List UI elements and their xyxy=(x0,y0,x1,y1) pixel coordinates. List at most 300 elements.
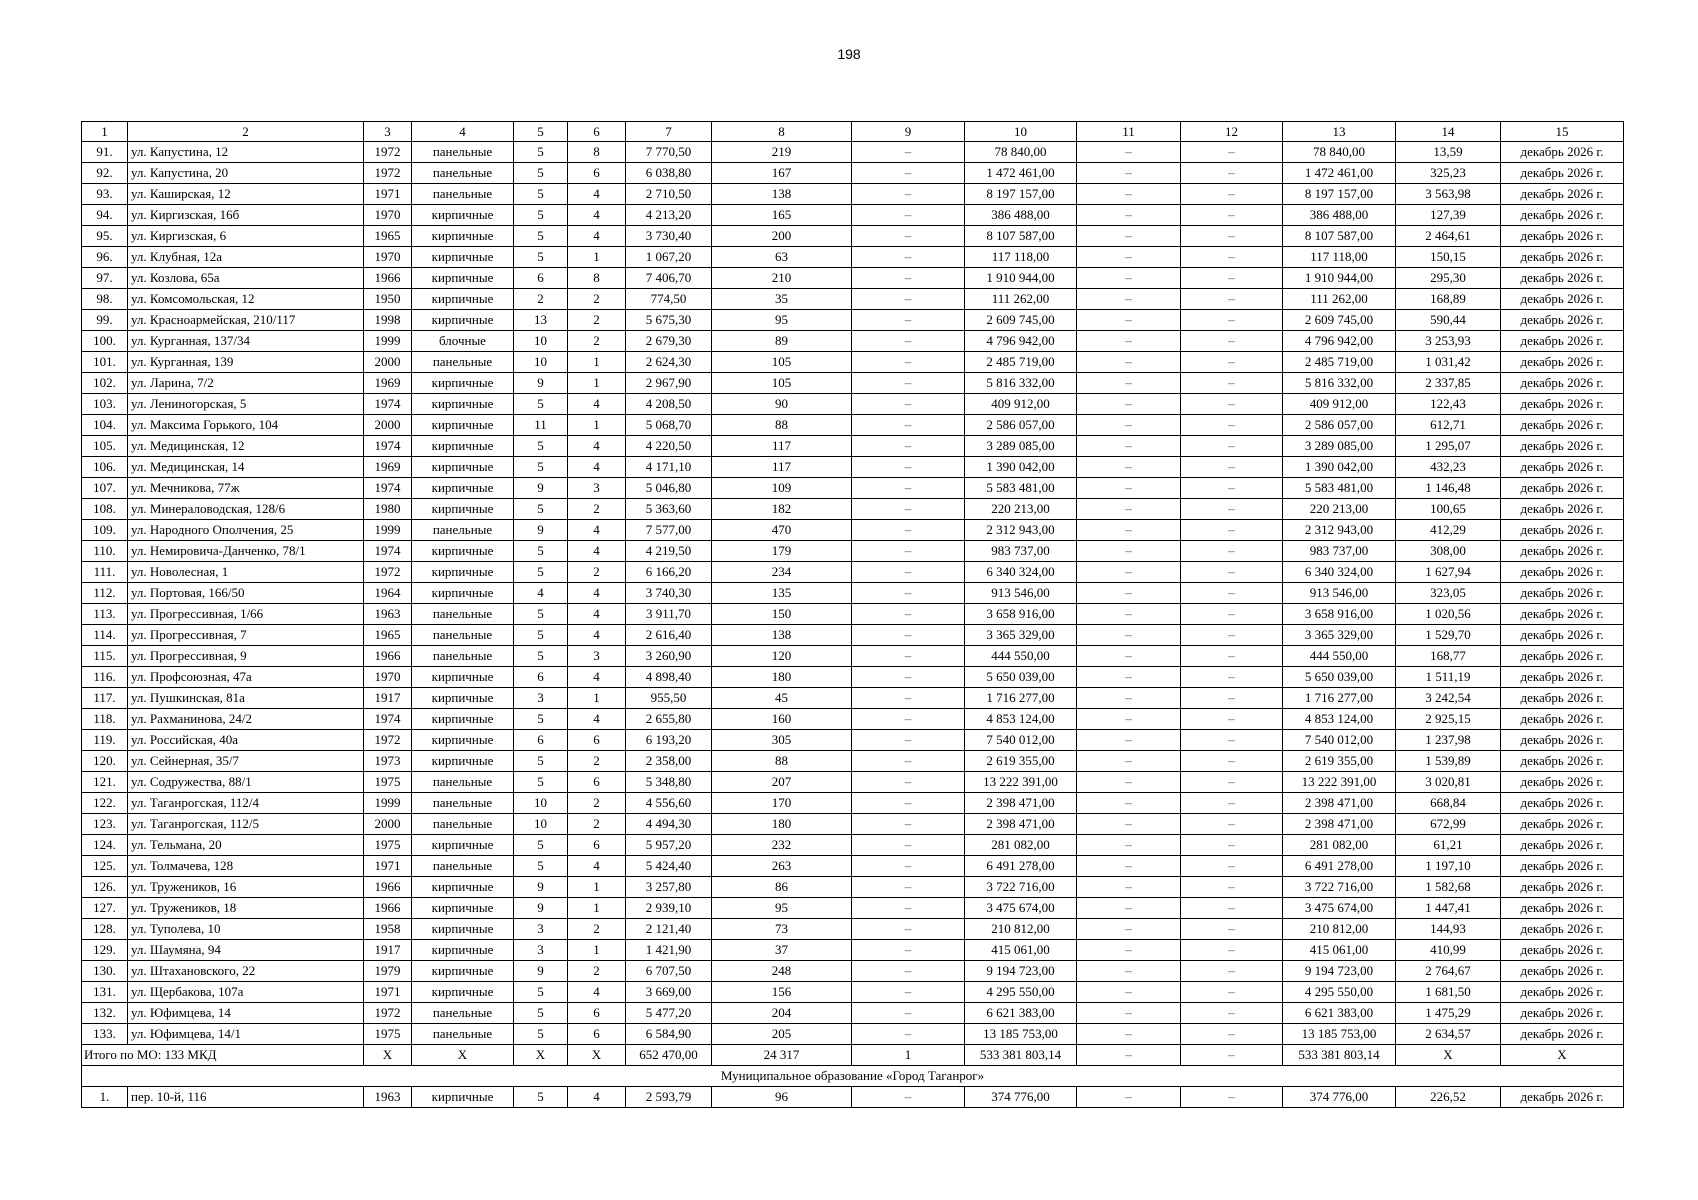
table-cell-col-1: 103. xyxy=(82,394,128,415)
table-cell-col-8: 156 xyxy=(712,982,852,1003)
table-cell-col-6: 2 xyxy=(568,289,626,310)
table-cell-col-8: 204 xyxy=(712,1003,852,1024)
table-cell-col-15: декабрь 2026 г. xyxy=(1501,646,1624,667)
table-cell-col-2: ул. Российская, 40а xyxy=(128,730,364,751)
table-cell-col-7: 5 046,80 xyxy=(626,478,712,499)
table-cell-col-8: 117 xyxy=(712,436,852,457)
table-cell-col-11: – xyxy=(1077,625,1181,646)
table-cell-col-2: ул. Мечникова, 77ж xyxy=(128,478,364,499)
table-cell-col-14: 168,77 xyxy=(1396,646,1501,667)
table-cell-col-3: 1999 xyxy=(364,793,412,814)
table-cell-col-10: 13 222 391,00 xyxy=(965,772,1077,793)
table-cell-col-9: – xyxy=(852,541,965,562)
table-cell-col-10: 281 082,00 xyxy=(965,835,1077,856)
table-cell-col-4: кирпичные xyxy=(412,877,514,898)
table-cell-col-3: 1917 xyxy=(364,688,412,709)
table-cell-col-3: 2000 xyxy=(364,415,412,436)
table-cell-col-5: 9 xyxy=(514,373,568,394)
table-cell-col-14: 410,99 xyxy=(1396,940,1501,961)
table-cell-col-5: 9 xyxy=(514,898,568,919)
table-cell-col-14: 122,43 xyxy=(1396,394,1501,415)
table-cell-col-8: 63 xyxy=(712,247,852,268)
table-cell-col-12: – xyxy=(1181,184,1283,205)
table-row xyxy=(82,751,1624,772)
table-cell-col-2: ул. Пушкинская, 81а xyxy=(128,688,364,709)
table-cell-col-8: 180 xyxy=(712,814,852,835)
table-cell-col-15: декабрь 2026 г. xyxy=(1501,814,1624,835)
table-cell-col-10: 2 398 471,00 xyxy=(965,814,1077,835)
table-cell-col-7: 2 710,50 xyxy=(626,184,712,205)
table-row xyxy=(82,961,1624,982)
table-row xyxy=(82,394,1624,415)
table-cell-col-4: кирпичные xyxy=(412,499,514,520)
table-cell-col-15: декабрь 2026 г. xyxy=(1501,457,1624,478)
table-cell-col-12: – xyxy=(1181,142,1283,163)
table-row xyxy=(82,604,1624,625)
table-cell-col-13: 3 289 085,00 xyxy=(1283,436,1396,457)
table-cell-col-7: 5 068,70 xyxy=(626,415,712,436)
table-cell-col-4: кирпичные xyxy=(412,310,514,331)
table-cell-col-4: панельные xyxy=(412,604,514,625)
table-cell-col-13: 6 621 383,00 xyxy=(1283,1003,1396,1024)
table-cell-col-4: кирпичные xyxy=(412,982,514,1003)
table-cell-col-11: – xyxy=(1077,1024,1181,1045)
table-cell-col-2: ул. Медицинская, 12 xyxy=(128,436,364,457)
table-cell-col-3: 1971 xyxy=(364,184,412,205)
table-cell-col-14: 2 634,57 xyxy=(1396,1024,1501,1045)
table-cell-col-1: 117. xyxy=(82,688,128,709)
table-cell-col-14: 1 197,10 xyxy=(1396,856,1501,877)
table-cell-col-15: декабрь 2026 г. xyxy=(1501,1087,1624,1108)
table-cell-col-5: 3 xyxy=(514,919,568,940)
table-cell-col-9: – xyxy=(852,310,965,331)
table-cell-col-7: 7 770,50 xyxy=(626,142,712,163)
table-cell-col-13: 913 546,00 xyxy=(1283,583,1396,604)
table-cell-col-1: 106. xyxy=(82,457,128,478)
table-cell-col-11: – xyxy=(1077,541,1181,562)
table-cell-col-13: 444 550,00 xyxy=(1283,646,1396,667)
table-row xyxy=(82,646,1624,667)
table-cell-col-11: – xyxy=(1077,877,1181,898)
table-cell-col-12: – xyxy=(1181,331,1283,352)
table-cell-col-3: 1965 xyxy=(364,625,412,646)
table-cell-col-2: ул. Содружества, 88/1 xyxy=(128,772,364,793)
total-cell: X xyxy=(514,1045,568,1066)
table-cell-col-1: 119. xyxy=(82,730,128,751)
table-cell-col-9: – xyxy=(852,394,965,415)
table-cell-col-13: 7 540 012,00 xyxy=(1283,730,1396,751)
table-cell-col-6: 4 xyxy=(568,667,626,688)
table-cell-col-13: 409 912,00 xyxy=(1283,394,1396,415)
table-cell-col-14: 13,59 xyxy=(1396,142,1501,163)
table-cell-col-13: 2 398 471,00 xyxy=(1283,814,1396,835)
table-cell-col-1: 112. xyxy=(82,583,128,604)
table-cell-col-2: ул. Лениногорская, 5 xyxy=(128,394,364,415)
table-cell-col-7: 5 957,20 xyxy=(626,835,712,856)
table-cell-col-10: 386 488,00 xyxy=(965,205,1077,226)
table-cell-col-9: – xyxy=(852,247,965,268)
table-cell-col-11: – xyxy=(1077,688,1181,709)
table-cell-col-6: 1 xyxy=(568,898,626,919)
table-row xyxy=(82,814,1624,835)
table-cell-col-6: 4 xyxy=(568,205,626,226)
table-cell-col-3: 1972 xyxy=(364,562,412,583)
table-cell-col-13: 3 658 916,00 xyxy=(1283,604,1396,625)
table-cell-col-7: 3 730,40 xyxy=(626,226,712,247)
table-cell-col-15: декабрь 2026 г. xyxy=(1501,352,1624,373)
table-cell-col-14: 226,52 xyxy=(1396,1087,1501,1108)
table-cell-col-11: – xyxy=(1077,604,1181,625)
table-cell-col-6: 4 xyxy=(568,982,626,1003)
table-cell-col-5: 5 xyxy=(514,772,568,793)
table-cell-col-5: 5 xyxy=(514,226,568,247)
table-cell-col-3: 1972 xyxy=(364,1003,412,1024)
table-cell-col-1: 95. xyxy=(82,226,128,247)
table-cell-col-9: – xyxy=(852,478,965,499)
table-cell-col-9: – xyxy=(852,856,965,877)
table-cell-col-10: 2 398 471,00 xyxy=(965,793,1077,814)
table-cell-col-12: – xyxy=(1181,688,1283,709)
table-cell-col-13: 386 488,00 xyxy=(1283,205,1396,226)
table-cell-col-7: 4 556,60 xyxy=(626,793,712,814)
table-cell-col-9: – xyxy=(852,163,965,184)
table-cell-col-8: 165 xyxy=(712,205,852,226)
table-cell-col-8: 263 xyxy=(712,856,852,877)
table-cell-col-12: – xyxy=(1181,478,1283,499)
table-cell-col-13: 4 295 550,00 xyxy=(1283,982,1396,1003)
table-cell-col-5: 5 xyxy=(514,457,568,478)
column-header-1: 1 xyxy=(82,122,128,142)
table-cell-col-5: 5 xyxy=(514,835,568,856)
table-cell-col-7: 5 477,20 xyxy=(626,1003,712,1024)
table-cell-col-3: 1963 xyxy=(364,604,412,625)
table-cell-col-10: 9 194 723,00 xyxy=(965,961,1077,982)
table-cell-col-11: – xyxy=(1077,163,1181,184)
table-cell-col-2: ул. Прогрессивная, 7 xyxy=(128,625,364,646)
table-cell-col-15: декабрь 2026 г. xyxy=(1501,541,1624,562)
table-cell-col-3: 1950 xyxy=(364,289,412,310)
table-cell-col-4: панельные xyxy=(412,1024,514,1045)
table-cell-col-9: – xyxy=(852,352,965,373)
table-cell-col-9: – xyxy=(852,562,965,583)
table-cell-col-5: 5 xyxy=(514,184,568,205)
table-cell-col-7: 6 193,20 xyxy=(626,730,712,751)
table-cell-col-4: кирпичные xyxy=(412,478,514,499)
table-cell-col-4: кирпичные xyxy=(412,688,514,709)
column-header-7: 7 xyxy=(626,122,712,142)
table-cell-col-8: 232 xyxy=(712,835,852,856)
table-cell-col-11: – xyxy=(1077,751,1181,772)
table-cell-col-8: 90 xyxy=(712,394,852,415)
table-cell-col-12: – xyxy=(1181,1003,1283,1024)
table-cell-col-6: 4 xyxy=(568,226,626,247)
table-cell-col-15: декабрь 2026 г. xyxy=(1501,163,1624,184)
table-cell-col-3: 1970 xyxy=(364,247,412,268)
table-cell-col-12: – xyxy=(1181,730,1283,751)
table-cell-col-8: 95 xyxy=(712,310,852,331)
table-cell-col-6: 4 xyxy=(568,709,626,730)
table-row xyxy=(82,835,1624,856)
table-cell-col-11: – xyxy=(1077,373,1181,394)
total-row xyxy=(82,1045,1624,1066)
table-cell-col-5: 5 xyxy=(514,604,568,625)
table-cell-col-13: 5 650 039,00 xyxy=(1283,667,1396,688)
table-cell-col-6: 2 xyxy=(568,310,626,331)
table-cell-col-8: 205 xyxy=(712,1024,852,1045)
table-cell-col-15: декабрь 2026 г. xyxy=(1501,772,1624,793)
table-cell-col-11: – xyxy=(1077,772,1181,793)
table-row xyxy=(82,478,1624,499)
table-cell-col-4: кирпичные xyxy=(412,919,514,940)
table-cell-col-4: кирпичные xyxy=(412,562,514,583)
table-cell-col-3: 1974 xyxy=(364,478,412,499)
table-cell-col-14: 325,23 xyxy=(1396,163,1501,184)
table-cell-col-2: ул. Немировича-Данченко, 78/1 xyxy=(128,541,364,562)
table-cell-col-10: 5 583 481,00 xyxy=(965,478,1077,499)
column-header-15: 15 xyxy=(1501,122,1624,142)
table-cell-col-9: – xyxy=(852,604,965,625)
table-row xyxy=(82,1087,1624,1108)
table-cell-col-5: 5 xyxy=(514,499,568,520)
table-cell-col-5: 3 xyxy=(514,688,568,709)
table-cell-col-7: 2 121,40 xyxy=(626,919,712,940)
table-cell-col-7: 2 358,00 xyxy=(626,751,712,772)
table-cell-col-8: 88 xyxy=(712,751,852,772)
table-cell-col-4: кирпичные xyxy=(412,835,514,856)
table-cell-col-13: 4 796 942,00 xyxy=(1283,331,1396,352)
table-cell-col-5: 4 xyxy=(514,583,568,604)
table-cell-col-15: декабрь 2026 г. xyxy=(1501,562,1624,583)
table-cell-col-8: 470 xyxy=(712,520,852,541)
table-cell-col-9: – xyxy=(852,520,965,541)
table-cell-col-2: ул. Щербакова, 107а xyxy=(128,982,364,1003)
table-row xyxy=(82,898,1624,919)
table-cell-col-7: 3 260,90 xyxy=(626,646,712,667)
table-cell-col-12: – xyxy=(1181,856,1283,877)
table-cell-col-12: – xyxy=(1181,961,1283,982)
table-cell-col-11: – xyxy=(1077,457,1181,478)
total-cell: X xyxy=(364,1045,412,1066)
total-cell: 652 470,00 xyxy=(626,1045,712,1066)
table-cell-col-7: 4 494,30 xyxy=(626,814,712,835)
table-cell-col-2: ул. Минераловодская, 128/6 xyxy=(128,499,364,520)
table-cell-col-1: 100. xyxy=(82,331,128,352)
table-cell-col-15: декабрь 2026 г. xyxy=(1501,604,1624,625)
table-cell-col-1: 101. xyxy=(82,352,128,373)
table-cell-col-13: 1 716 277,00 xyxy=(1283,688,1396,709)
table-cell-col-4: кирпичные xyxy=(412,940,514,961)
table-cell-col-2: ул. Таганрогская, 112/4 xyxy=(128,793,364,814)
table-cell-col-5: 5 xyxy=(514,205,568,226)
table-cell-col-13: 5 583 481,00 xyxy=(1283,478,1396,499)
table-cell-col-10: 4 853 124,00 xyxy=(965,709,1077,730)
table-cell-col-13: 2 619 355,00 xyxy=(1283,751,1396,772)
table-cell-col-13: 1 910 944,00 xyxy=(1283,268,1396,289)
table-cell-col-11: – xyxy=(1077,646,1181,667)
table-cell-col-11: – xyxy=(1077,415,1181,436)
table-cell-col-14: 295,30 xyxy=(1396,268,1501,289)
table-cell-col-4: кирпичные xyxy=(412,1087,514,1108)
table-cell-col-2: ул. Тружеников, 18 xyxy=(128,898,364,919)
table-cell-col-13: 3 365 329,00 xyxy=(1283,625,1396,646)
table-cell-col-15: декабрь 2026 г. xyxy=(1501,982,1624,1003)
table-cell-col-2: ул. Прогрессивная, 9 xyxy=(128,646,364,667)
table-cell-col-15: декабрь 2026 г. xyxy=(1501,751,1624,772)
table-cell-col-5: 13 xyxy=(514,310,568,331)
table-cell-col-1: 123. xyxy=(82,814,128,835)
table-cell-col-1: 125. xyxy=(82,856,128,877)
table-cell-col-10: 2 619 355,00 xyxy=(965,751,1077,772)
table-cell-col-9: – xyxy=(852,373,965,394)
table-cell-col-4: кирпичные xyxy=(412,457,514,478)
table-cell-col-3: 1965 xyxy=(364,226,412,247)
table-cell-col-10: 3 722 716,00 xyxy=(965,877,1077,898)
table-cell-col-3: 2000 xyxy=(364,352,412,373)
table-cell-col-8: 138 xyxy=(712,184,852,205)
table-cell-col-7: 5 675,30 xyxy=(626,310,712,331)
table-cell-col-6: 2 xyxy=(568,751,626,772)
table-row xyxy=(82,520,1624,541)
table-cell-col-6: 6 xyxy=(568,163,626,184)
table-cell-col-6: 3 xyxy=(568,646,626,667)
table-cell-col-9: – xyxy=(852,1003,965,1024)
table-cell-col-11: – xyxy=(1077,268,1181,289)
table-cell-col-14: 612,71 xyxy=(1396,415,1501,436)
table-row xyxy=(82,205,1624,226)
table-cell-col-7: 1 067,20 xyxy=(626,247,712,268)
total-cell: 24 317 xyxy=(712,1045,852,1066)
table-cell-col-12: – xyxy=(1181,163,1283,184)
table-cell-col-13: 374 776,00 xyxy=(1283,1087,1396,1108)
table-cell-col-4: кирпичные xyxy=(412,667,514,688)
table-cell-col-3: 1917 xyxy=(364,940,412,961)
table-cell-col-4: кирпичные xyxy=(412,436,514,457)
table-cell-col-11: – xyxy=(1077,1087,1181,1108)
table-cell-col-5: 2 xyxy=(514,289,568,310)
table-cell-col-7: 955,50 xyxy=(626,688,712,709)
table-cell-col-11: – xyxy=(1077,436,1181,457)
table-cell-col-3: 1969 xyxy=(364,373,412,394)
housing-register-table xyxy=(81,121,1624,1108)
table-cell-col-15: декабрь 2026 г. xyxy=(1501,1024,1624,1045)
table-cell-col-9: – xyxy=(852,709,965,730)
section-title: Муниципальное образование «Город Таганрог» xyxy=(82,1066,1624,1087)
table-cell-col-1: 130. xyxy=(82,961,128,982)
table-cell-col-12: – xyxy=(1181,562,1283,583)
table-cell-col-10: 3 658 916,00 xyxy=(965,604,1077,625)
table-cell-col-5: 5 xyxy=(514,541,568,562)
table-cell-col-3: 1998 xyxy=(364,310,412,331)
table-cell-col-5: 5 xyxy=(514,646,568,667)
table-cell-col-14: 1 146,48 xyxy=(1396,478,1501,499)
table-cell-col-9: – xyxy=(852,814,965,835)
table-cell-col-15: декабрь 2026 г. xyxy=(1501,583,1624,604)
table-cell-col-10: 6 340 324,00 xyxy=(965,562,1077,583)
table-cell-col-1: 93. xyxy=(82,184,128,205)
table-cell-col-12: – xyxy=(1181,625,1283,646)
table-cell-col-11: – xyxy=(1077,184,1181,205)
table-cell-col-5: 5 xyxy=(514,142,568,163)
table-cell-col-10: 5 816 332,00 xyxy=(965,373,1077,394)
table-cell-col-8: 234 xyxy=(712,562,852,583)
table-cell-col-4: кирпичные xyxy=(412,415,514,436)
table-cell-col-8: 182 xyxy=(712,499,852,520)
table-cell-col-7: 4 171,10 xyxy=(626,457,712,478)
header-row xyxy=(82,122,1624,142)
table-cell-col-3: 1958 xyxy=(364,919,412,940)
table-cell-col-15: декабрь 2026 г. xyxy=(1501,394,1624,415)
table-cell-col-9: – xyxy=(852,184,965,205)
table-cell-col-6: 2 xyxy=(568,814,626,835)
table-cell-col-8: 45 xyxy=(712,688,852,709)
table-cell-col-6: 6 xyxy=(568,1024,626,1045)
table-cell-col-9: – xyxy=(852,499,965,520)
table-cell-col-11: – xyxy=(1077,856,1181,877)
table-cell-col-7: 4 213,20 xyxy=(626,205,712,226)
table-cell-col-13: 3 722 716,00 xyxy=(1283,877,1396,898)
table-cell-col-5: 5 xyxy=(514,436,568,457)
table-cell-col-8: 117 xyxy=(712,457,852,478)
table-cell-col-4: панельные xyxy=(412,646,514,667)
table-cell-col-1: 118. xyxy=(82,709,128,730)
table-cell-col-12: – xyxy=(1181,415,1283,436)
table-cell-col-15: декабрь 2026 г. xyxy=(1501,142,1624,163)
table-cell-col-15: декабрь 2026 г. xyxy=(1501,793,1624,814)
table-cell-col-14: 668,84 xyxy=(1396,793,1501,814)
table-cell-col-8: 160 xyxy=(712,709,852,730)
table-cell-col-10: 8 107 587,00 xyxy=(965,226,1077,247)
table-cell-col-3: 2000 xyxy=(364,814,412,835)
table-cell-col-5: 10 xyxy=(514,793,568,814)
table-cell-col-5: 6 xyxy=(514,268,568,289)
table-cell-col-10: 3 365 329,00 xyxy=(965,625,1077,646)
table-cell-col-1: 114. xyxy=(82,625,128,646)
table-cell-col-9: – xyxy=(852,898,965,919)
table-cell-col-5: 3 xyxy=(514,940,568,961)
table-cell-col-8: 73 xyxy=(712,919,852,940)
table-cell-col-12: – xyxy=(1181,814,1283,835)
table-row xyxy=(82,919,1624,940)
table-cell-col-8: 37 xyxy=(712,940,852,961)
table-cell-col-15: декабрь 2026 г. xyxy=(1501,709,1624,730)
table-cell-col-8: 219 xyxy=(712,142,852,163)
table-cell-col-8: 105 xyxy=(712,373,852,394)
table-cell-col-13: 220 213,00 xyxy=(1283,499,1396,520)
table-cell-col-14: 672,99 xyxy=(1396,814,1501,835)
table-cell-col-11: – xyxy=(1077,499,1181,520)
total-cell: – xyxy=(1077,1045,1181,1066)
table-cell-col-2: ул. Курганная, 137/34 xyxy=(128,331,364,352)
table-cell-col-5: 9 xyxy=(514,961,568,982)
table-cell-col-4: кирпичные xyxy=(412,751,514,772)
table-cell-col-13: 2 609 745,00 xyxy=(1283,310,1396,331)
table-cell-col-15: декабрь 2026 г. xyxy=(1501,835,1624,856)
table-cell-col-13: 6 491 278,00 xyxy=(1283,856,1396,877)
table-cell-col-10: 1 472 461,00 xyxy=(965,163,1077,184)
table-cell-col-2: ул. Народного Ополчения, 25 xyxy=(128,520,364,541)
table-cell-col-12: – xyxy=(1181,373,1283,394)
table-cell-col-12: – xyxy=(1181,394,1283,415)
table-cell-col-6: 6 xyxy=(568,730,626,751)
table-cell-col-13: 281 082,00 xyxy=(1283,835,1396,856)
table-cell-col-11: – xyxy=(1077,142,1181,163)
table-cell-col-9: – xyxy=(852,751,965,772)
table-cell-col-11: – xyxy=(1077,289,1181,310)
table-cell-col-10: 374 776,00 xyxy=(965,1087,1077,1108)
table-cell-col-15: декабрь 2026 г. xyxy=(1501,688,1624,709)
table-cell-col-14: 1 020,56 xyxy=(1396,604,1501,625)
table-cell-col-8: 210 xyxy=(712,268,852,289)
